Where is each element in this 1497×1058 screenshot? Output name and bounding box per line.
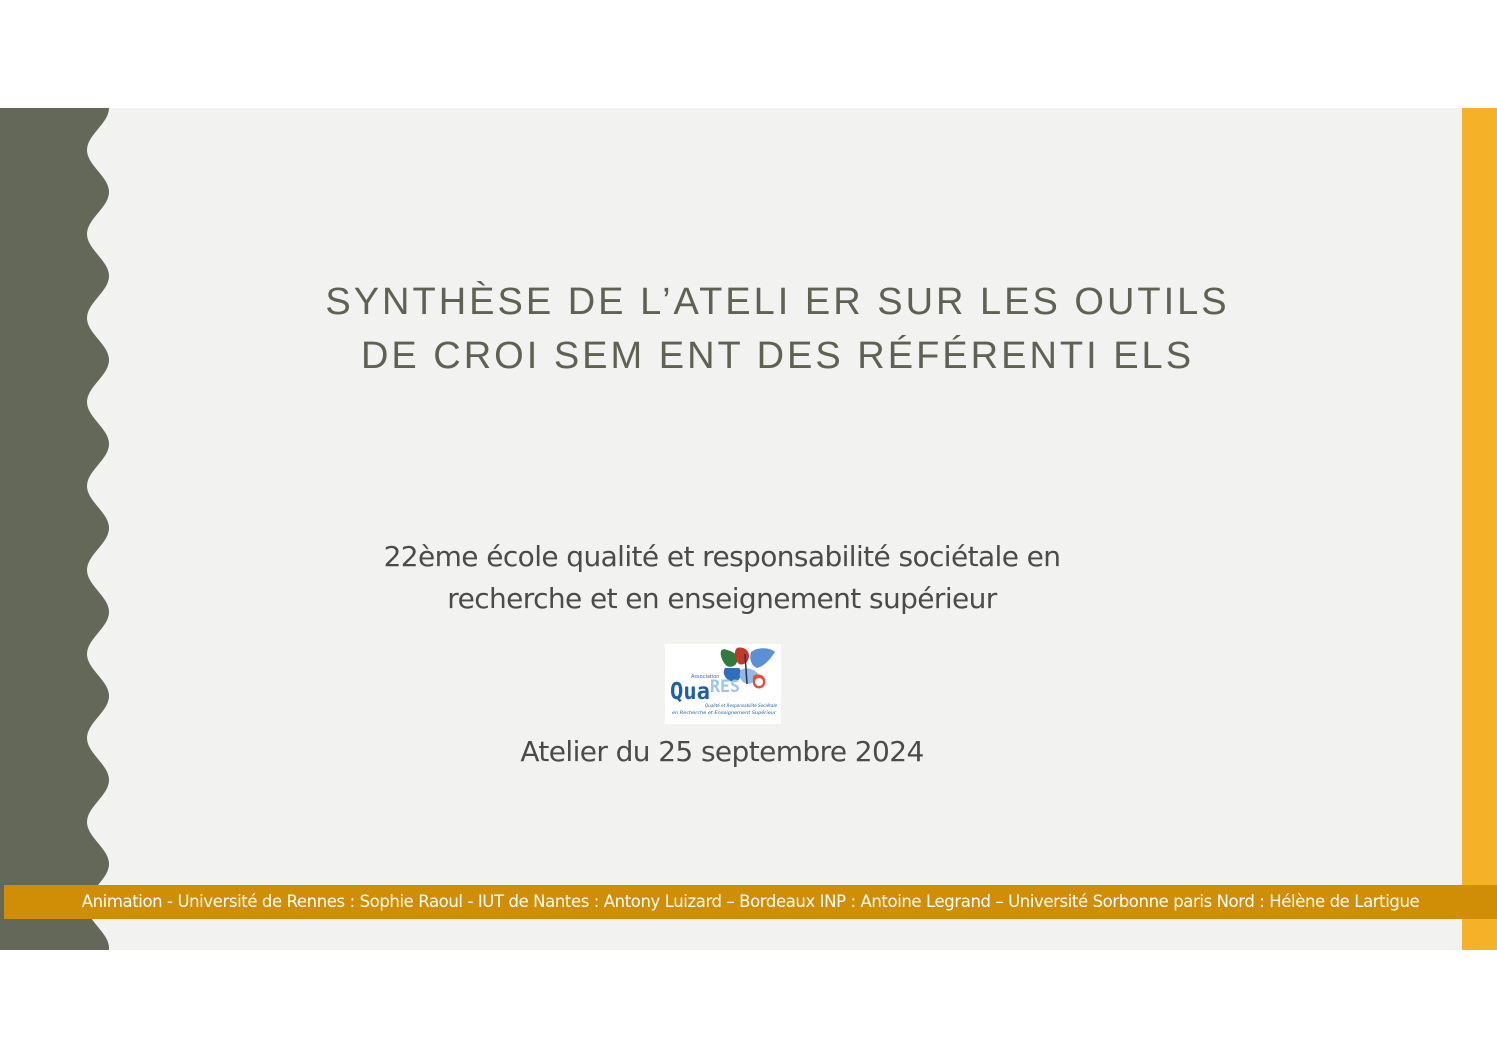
subtitle-line-2: recherche et en enseignement supérieur <box>447 582 997 615</box>
title-line-2: DE CROI SEM ENT DES RÉFÉRENTI ELS <box>360 335 1195 378</box>
slide-subtitle <box>372 536 1072 620</box>
slide <box>0 108 1497 950</box>
logo-name-qua: Qua <box>670 679 710 705</box>
slide-title <box>300 275 1255 383</box>
wavy-band-shape <box>0 108 109 950</box>
logo-small-label: Association <box>691 674 720 680</box>
footer-credits: Animation - Université de Rennes : Sophie Raoul - IUT de Nantes : Antony Luizard – Bordeaux INP : Antoine Legrand – Université Sorbonne paris Nord : Hélène de Lartigue <box>81 892 1420 911</box>
footer-band <box>4 885 1497 919</box>
right-accent-bar <box>1462 108 1497 950</box>
wavy-side-band <box>0 108 112 950</box>
subtitle-line-1: 22ème école qualité et responsabilité sociétale en <box>383 540 1061 573</box>
logo-tagline-2: en Recherche et Enseignement Supérieur <box>672 710 777 715</box>
logo-name-res: RES <box>710 677 740 697</box>
logo-tagline-1: Qualité et Responsabilité Sociétale <box>705 703 778 708</box>
workshop-date: Atelier du 25 septembre 2024 <box>520 735 924 768</box>
quares-logo <box>665 644 781 724</box>
title-line-1: SYNTHÈSE DE L’ATELI ER SUR LES OUTILS <box>325 281 1230 324</box>
